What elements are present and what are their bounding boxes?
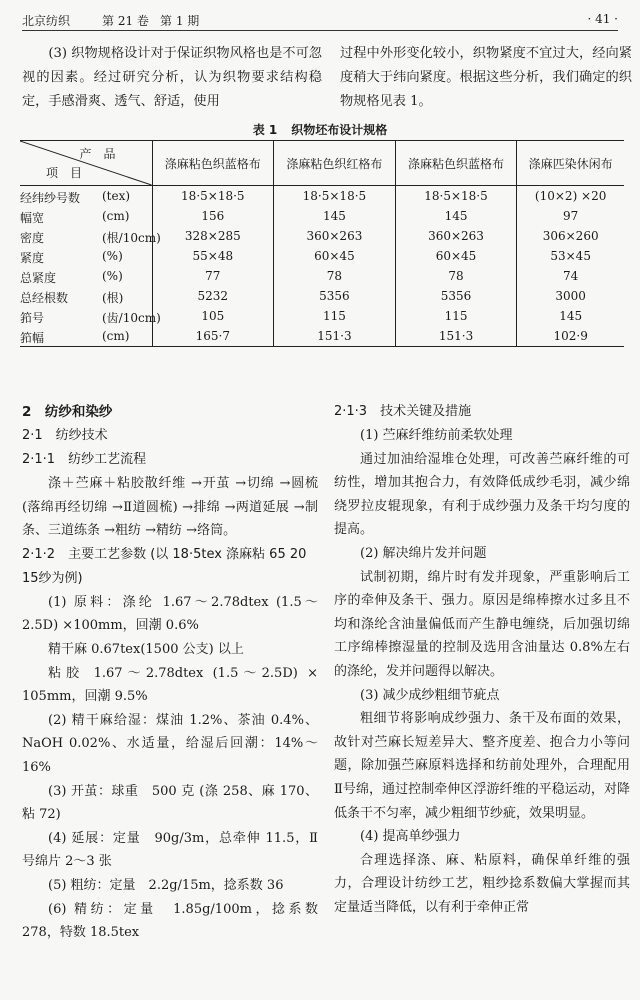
row-unit: (齿/10cm) [102, 311, 161, 325]
column-header: 涤麻粘色织蓝格布 [152, 141, 274, 186]
body-paragraph: 粘胶 1.67～2.78dtex (1.5～2.5D) × 105mm，回潮 9.5% [22, 665, 318, 705]
row-name: 紧度 [20, 251, 45, 265]
body-paragraph: (5) 粗纺：定量 2.2g/15m，捻系数 36 [48, 877, 284, 893]
table-cell: 60×45 [274, 246, 396, 266]
row-name: 密度 [20, 231, 45, 245]
body-paragraph: (6) 精纺：定量 1.85g/100m，捻系数 278，特数 18.5tex [22, 901, 318, 941]
row-label-cell [20, 266, 152, 286]
subsection-heading: 2·1·1 纺纱工艺流程 [22, 452, 147, 467]
subsection-heading: 2·1·3 技术关键及措施 [334, 404, 472, 419]
row-name: 总紧度 [20, 271, 57, 285]
body-right-column [334, 400, 630, 919]
body-paragraph: (3) 减少成纱粗细节疵点 [360, 687, 500, 703]
table-cell: 97 [517, 206, 624, 226]
table-cell: 360×263 [274, 226, 396, 246]
row-label-cell [20, 206, 152, 226]
table-cell: 77 [152, 266, 274, 286]
table-cell: 60×45 [395, 246, 517, 266]
row-unit: (cm) [102, 209, 130, 223]
table-row [20, 246, 624, 266]
table-header-row [20, 141, 624, 186]
body-paragraph: (3) 开茧：球重 500 克 (涤 258、麻 170、粘 72) [22, 783, 318, 823]
table-cell: 145 [274, 206, 396, 226]
body-paragraph: 精干麻 0.67tex(1500 公支) 以上 [48, 641, 244, 657]
row-label-cell [20, 306, 161, 326]
journal-name: 北京纺织 [22, 14, 71, 28]
intro-paragraph-right: 过程中外形变化较小，织物紧度不宜过大，经向紧度稍大于纬向紧度。根据这些分析，我们确定的织物规格见表 1。 [340, 46, 632, 109]
row-unit: (根) [102, 291, 124, 305]
table-cell: 18·5×18·5 [152, 186, 274, 207]
table-cell: 105 [152, 306, 274, 326]
table-caption-title: 织物坯布设计规格 [291, 123, 388, 137]
table-cell: 328×285 [152, 226, 274, 246]
intro-right-column [340, 42, 632, 114]
corner-item-label: 项 目 [46, 166, 83, 180]
subsection-heading: 2·1 纺纱技术 [22, 428, 108, 443]
table-cell: 165·7 [152, 326, 274, 347]
row-label-cell [20, 186, 152, 207]
table-cell: 5356 [395, 286, 517, 306]
body-paragraph: (4) 延展：定量 90g/3m，总牵伸 11.5，Ⅱ号绵片 2～3 张 [22, 830, 318, 870]
table-cell: 18·5×18·5 [395, 186, 517, 207]
table-row [20, 286, 624, 306]
row-unit: (%) [102, 269, 123, 283]
page-number: · 41 · [587, 12, 618, 26]
body-paragraph: (1) 原料：涤纶 1.67～2.78dtex (1.5～2.5D) ×100mm，回潮 0.6% [22, 594, 318, 634]
running-header [22, 8, 618, 31]
table-row [20, 326, 624, 347]
table-row [20, 186, 624, 207]
volume-label: 第 21 卷 [102, 14, 149, 28]
table-cell: 5356 [274, 286, 396, 306]
table-cell: 145 [395, 206, 517, 226]
table-row [20, 266, 624, 286]
row-name: 总经根数 [20, 291, 69, 305]
row-label-cell [20, 226, 161, 246]
table-cell: 78 [395, 266, 517, 286]
row-label-cell [20, 286, 152, 306]
table-cell: 102·9 [517, 326, 624, 347]
column-header: 涤麻粘色织红格布 [274, 141, 396, 186]
table-cell: 115 [274, 306, 396, 326]
table-caption [0, 121, 640, 138]
table-cell: 115 [395, 306, 517, 326]
row-name: 筘号 [20, 311, 45, 325]
body-paragraph: 试制初期，绵片时有发并现象，严重影响后工序的牵伸及条干、强力。原因是绵棒擦水过多且不均和涤纶含油量偏低而产生静电缠绕，后加强切绵工序绵棒擦湿量的控制及选用含油量达 0.8%左右的涤纶，发并问题得以解决。 [334, 569, 630, 679]
issue-label: 第 1 期 [160, 14, 200, 28]
fabric-spec-table [20, 140, 624, 347]
section-heading: 2 纺纱和染纱 [22, 404, 113, 420]
column-header: 涤麻匹染休闲布 [517, 141, 624, 186]
table-body [20, 186, 624, 347]
row-unit: (根/10cm) [102, 231, 161, 245]
table-corner-cell [20, 141, 152, 186]
table-cell: 55×48 [152, 246, 274, 266]
table-row [20, 306, 624, 326]
row-label-cell [20, 246, 152, 266]
body-paragraph: (2) 解决绵片发并问题 [360, 545, 487, 561]
row-unit: (%) [102, 249, 123, 263]
row-label-cell [20, 326, 152, 347]
table-cell: (10×2) ×20 [517, 186, 624, 207]
table-cell: 360×263 [395, 226, 517, 246]
table-cell: 74 [517, 266, 624, 286]
body-paragraph: (2) 精干麻给湿：煤油 1.2%、茶油 0.4%、NaOH 0.02%、水适量，给湿后回潮：14%～16% [22, 712, 318, 775]
table-cell: 3000 [517, 286, 624, 306]
body-paragraph: (1) 苎麻纤维纺前柔软处理 [360, 428, 513, 443]
corner-product-label: 产 品 [79, 147, 116, 161]
intro-paragraph-left: (3) 织物规格设计对于保证织物风格也是不可忽视的因素。经过研究分析，认为织物要求结构稳定，手感滑爽、透气、舒适，使用 [22, 46, 322, 109]
body-paragraph: 合理选择涤、麻、粘原料，确保单纤维的强力，合理设计纺纱工艺，粗纱捻系数偏大掌握而其定量适当降低，以有利于牵伸正常 [334, 852, 630, 915]
table-cell: 145 [517, 306, 624, 326]
body-paragraph: 通过加油给湿堆仓处理，可改善苎麻纤维的可纺性，增加其抱合力，有效降低成纱毛羽，减少绵绕罗拉皮辊现象，有利于成纱强力及条干均匀度的提高。 [334, 451, 630, 538]
table-cell: 5232 [152, 286, 274, 306]
row-name: 筘幅 [20, 331, 45, 345]
body-left-column [22, 400, 318, 945]
table-cell: 156 [152, 206, 274, 226]
table-cell: 78 [274, 266, 396, 286]
body-paragraph: 粗细节将影响成纱强力、条干及布面的效果，故针对苎麻长短差异大、整齐度差、抱合力小等问题，除加强苎麻原料选择和纺前处理外，合理配用 Ⅱ号绵，通过控制牵伸区浮游纤维的平稳运动，对降低条干不匀率，减少粗细节纱疵，效果明显。 [334, 711, 630, 821]
column-header: 涤麻粘色织蓝格布 [395, 141, 517, 186]
body-paragraph: (4) 提高单纱强力 [360, 829, 461, 845]
row-unit: (cm) [102, 329, 130, 343]
table-row [20, 206, 624, 226]
table-cell: 151·3 [395, 326, 517, 347]
table-cell: 18·5×18·5 [274, 186, 396, 207]
row-name: 经纬纱号数 [20, 191, 81, 205]
table-caption-number: 表 1 [252, 123, 278, 137]
intro-left-column [22, 42, 322, 114]
table-cell: 151·3 [274, 326, 396, 347]
table-row [20, 226, 624, 246]
table-cell: 306×260 [517, 226, 624, 246]
body-paragraph: 涤＋苎麻＋粘胶散纤维 →开茧 →切绵 →圆梳(落绵再经切绵 →Ⅱ道圆梳) →排绵 →两道延展 →制条、三道练条 →粗纺 →精纺 →络筒。 [22, 476, 318, 539]
row-name: 幅宽 [20, 211, 45, 225]
row-unit: (tex) [102, 189, 131, 203]
table-cell: 53×45 [517, 246, 624, 266]
subsection-heading: 2·1·2 主要工艺参数 (以 18·5tex 涤麻粘 65 20 15纱为例) [22, 546, 307, 586]
